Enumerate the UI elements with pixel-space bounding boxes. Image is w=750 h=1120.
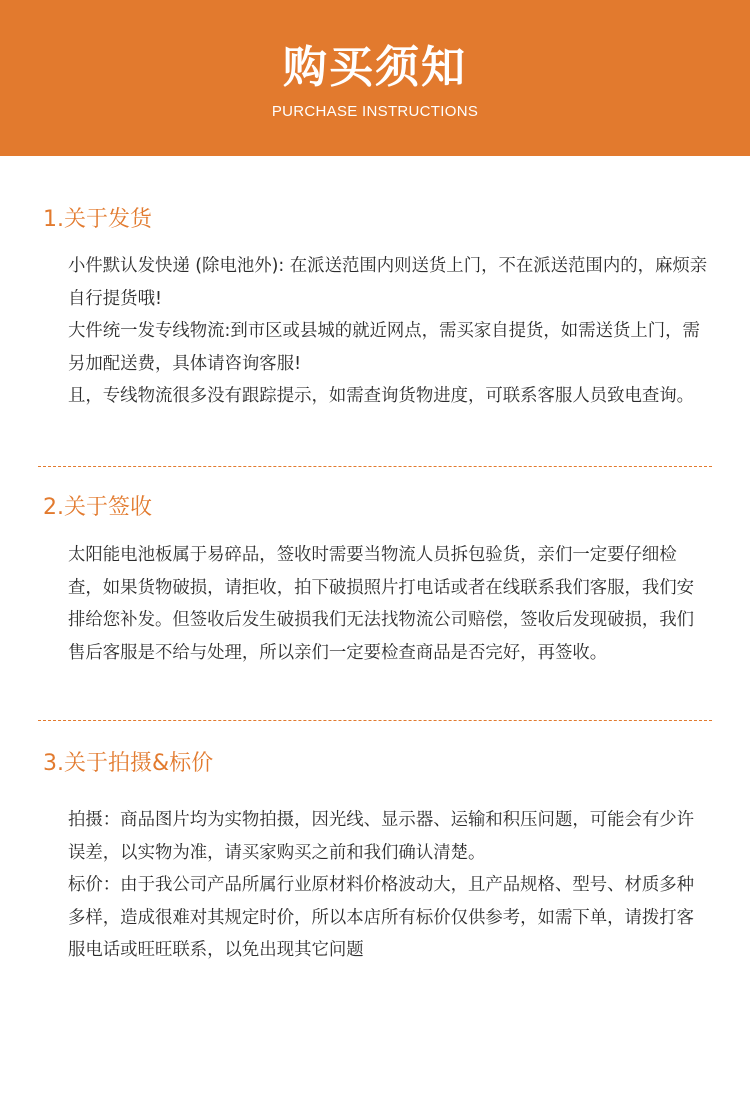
section-title-photo-pricing: 3.关于拍摄&标价 xyxy=(43,751,214,776)
page-title: 购买须知 xyxy=(283,42,467,93)
section-divider xyxy=(38,720,712,721)
section-title-receipt: 2.关于签收 xyxy=(43,495,152,520)
section-body-photo-pricing xyxy=(68,804,708,967)
paragraph: 拍摄：商品图片均为实物拍摄，因光线、显示器、运输和积压问题，可能会有少许误差，以实物为准，请买家购买之前和我们确认清楚。 xyxy=(68,810,695,863)
page-subtitle: PURCHASE INSTRUCTIONS xyxy=(271,103,479,120)
section-body-shipping xyxy=(68,250,708,413)
paragraph: 太阳能电池板属于易碎品，签收时需要当物流人员拆包验货，亲们一定要仔细检查，如果货物破损，请拒收，拍下破损照片打电话或者在线联系我们客服，我们安排给您补发。但签收后发生破损我们无法找物流公司赔偿，签收后发现破损，我们售后客服是不给与处理，所以亲们一定要检查商品是否完好，再签收。 xyxy=(68,545,695,663)
section-body-receipt xyxy=(68,539,708,669)
paragraph: 大件统一发专线物流:到市区或县城的就近网点，需买家自提货，如需送货上门，需另加配送费，具体请咨询客服! xyxy=(68,321,700,374)
section-title-shipping: 1.关于发货 xyxy=(43,207,152,232)
paragraph: 小件默认发快递 (除电池外): 在派送范围内则送货上门，不在派送范围内的，麻烦亲自行提货哦! xyxy=(68,256,708,309)
section-divider xyxy=(38,466,712,467)
paragraph: 且，专线物流很多没有跟踪提示，如需查询货物进度，可联系客服人员致电查询。 xyxy=(68,386,695,406)
paragraph: 标价：由于我公司产品所属行业原材料价格波动大，且产品规格、型号、材质多种多样，造成很难对其规定时价，所以本店所有标价仅供参考，如需下单，请拨打客服电话或旺旺联系，以免出现其它问题 xyxy=(68,875,695,960)
header-banner xyxy=(0,0,750,156)
